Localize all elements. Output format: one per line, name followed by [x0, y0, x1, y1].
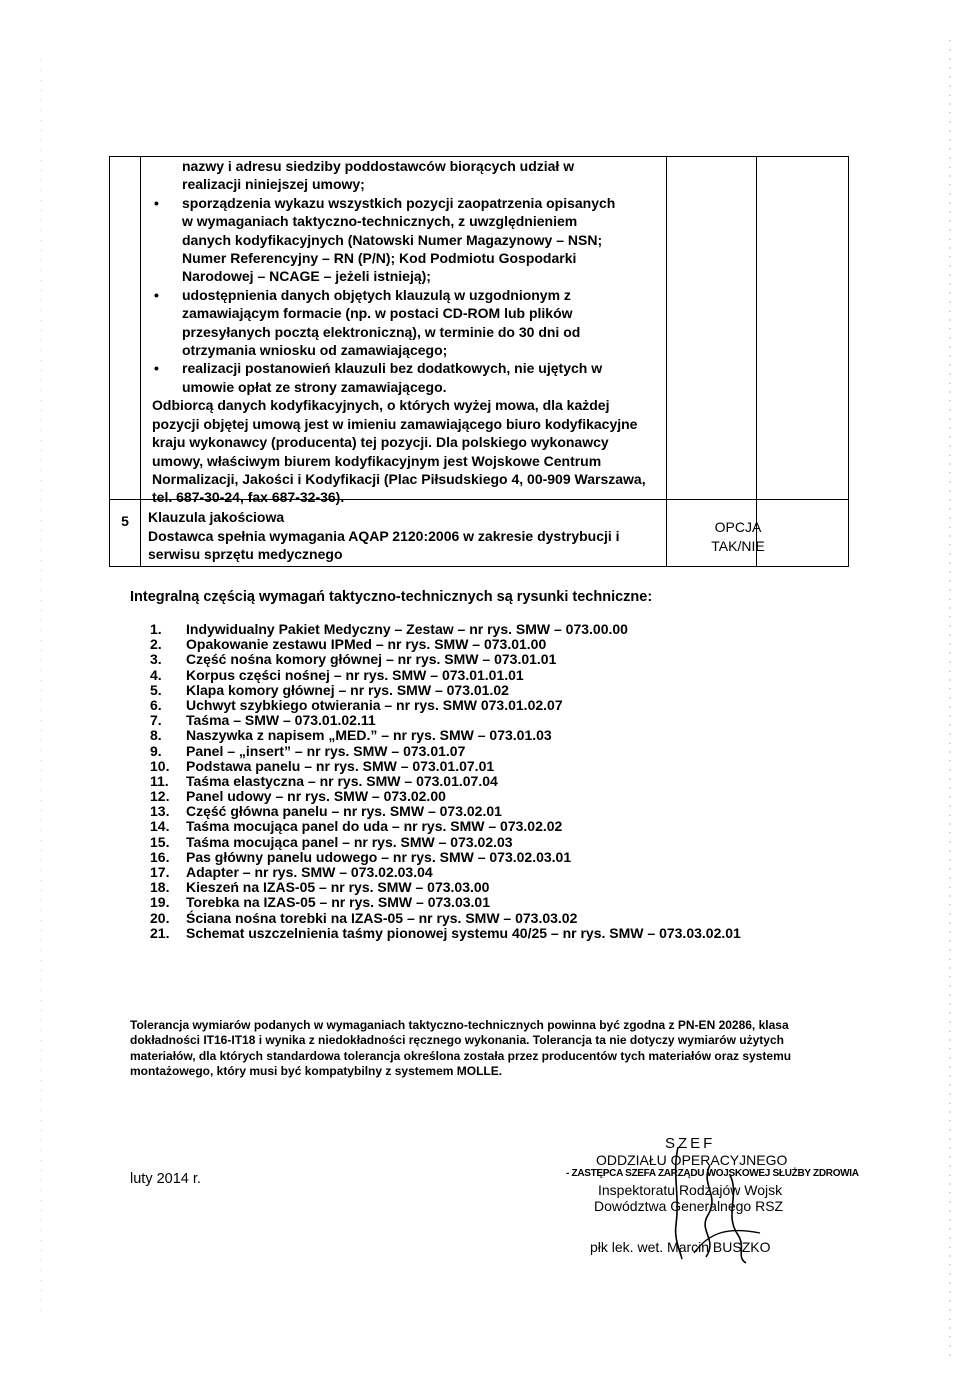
document-date: luty 2014 r.: [130, 1171, 201, 1187]
text-line: Numer Referencyjny – RN (P/N); Kod Podmiotu Gospodarki: [182, 250, 577, 267]
list-item-text: Adapter – nr rys. SMW – 073.02.03.04: [186, 864, 433, 880]
text-line: w wymaganiach taktyczno-technicznych, z uwzględnieniem: [182, 213, 578, 230]
list-item: [150, 713, 741, 728]
list-item-number: 11.: [150, 772, 169, 789]
text-line: otrzymania wniosku od zamawiającego;: [182, 342, 448, 359]
list-item: [150, 668, 741, 683]
list-item-number: 1.: [150, 621, 162, 637]
quality-clause-heading: Klauzula jakościowa: [148, 509, 285, 525]
list-item-number: 8.: [150, 727, 162, 744]
list-item-text: Indywidualny Pakiet Medyczny – Zestaw – nr rys. SMW – 073.00.00: [186, 621, 628, 637]
codification-clause-continuation: [152, 157, 652, 507]
official-stamp: [560, 1135, 859, 1265]
list-item-text: Pas główny panelu udowego – nr rys. SMW – 073.02.03.01: [186, 848, 572, 865]
list-item-number: 18.: [150, 879, 170, 896]
bullet-icon: •: [154, 194, 159, 211]
list-item: [150, 728, 741, 743]
stamp-line: - ZASTĘPCA SZEFA ZARZĄDU WOJSKOWEJ SŁUŻBY ZDROWIA: [566, 1168, 859, 1179]
list-item-number: 4.: [150, 666, 162, 683]
bullet-item: [152, 286, 652, 304]
list-item: [150, 789, 741, 804]
list-item-text: Część główna panelu – nr rys. SMW – 073.02.01: [186, 803, 502, 820]
list-item-number: 19.: [150, 894, 170, 911]
text-line: pozycji objętej umową jest w imieniu zamawiającego biuro kodyfikacyjne: [152, 415, 638, 432]
list-item: [150, 835, 741, 850]
text-line: zamawiającym formacie (np. w postaci CD-ROM lub plików: [182, 305, 573, 322]
list-item-number: 3.: [150, 651, 162, 668]
text-line: umowy, właściwym biurem kodyfikacyjnym jest Wojskowe Centrum: [152, 452, 602, 469]
stamp-line: Dowództwa Generalnego RSZ: [594, 1198, 784, 1214]
list-item-number: 15.: [150, 833, 170, 850]
text-line: kraju wykonawcy (producenta) tej pozycji. Dla polskiego wykonawcy: [152, 434, 609, 451]
stamp-signatory: płk lek. wet. Marcin BUSZKO: [590, 1239, 771, 1255]
text-line: Normalizacji, Jakości i Kodyfikacji (Plac Piłsudskiego 4, 00-909 Warszawa,: [152, 470, 646, 487]
list-item-number: 5.: [150, 681, 162, 698]
list-item-text: Taśma elastyczna – nr rys. SMW – 073.01.07.04: [186, 772, 498, 789]
list-item: [150, 926, 741, 941]
list-item: [150, 911, 741, 926]
tolerance-note: Tolerancja wymiarów podanych w wymaganiach taktyczno-technicznych powinna być zgodna z PN-EN 20286, klasa dokładności IT16-IT18 i wynika z niedokładności ręcznego wykonania. Tolerancja ta nie dotyczy wymiarów użytych materiałów, dla których standardowa tolerancja określona została przez producentów tych materiałów oraz systemu montażowego, który musi być kompatybilny z systemem MOLLE.: [130, 1018, 792, 1079]
drawings-intro: Integralną częścią wymagań taktyczno-technicznych są rysunki techniczne:: [130, 589, 653, 605]
text-line: umowie opłat ze strony zamawiającego.: [182, 378, 447, 395]
list-item-number: 6.: [150, 696, 162, 713]
list-item-number: 21.: [150, 924, 170, 941]
list-item-text: Taśma mocująca panel do uda – nr rys. SMW – 073.02.02: [186, 818, 563, 835]
text-line: danych kodyfikacyjnych (Natowski Numer Magazynowy – NSN;: [182, 231, 603, 248]
text-line: nazwy i adresu siedziby poddostawców biorących udział w: [182, 158, 575, 174]
list-item-number: 13.: [150, 803, 170, 820]
list-item-number: 2.: [150, 636, 162, 653]
list-item-text: Uchwyt szybkiego otwierania – nr rys. SMW 073.01.02.07: [186, 696, 563, 713]
table-col-divider: [140, 157, 141, 566]
text-line: udostępnienia danych objętych klauzulą w uzgodnionym z: [182, 286, 571, 303]
list-item: [150, 759, 741, 774]
list-item-text: Część nośna komory głównej – nr rys. SMW – 073.01.01: [186, 651, 557, 668]
text-line: Odbiorcą danych kodyfikacyjnych, o których wyżej mowa, dla każdej: [152, 397, 610, 414]
list-item: [150, 698, 741, 713]
list-item-text: Naszywka z napisem „MED.” – nr rys. SMW – 073.01.03: [186, 727, 552, 744]
scan-margin-artifact: [940, 0, 960, 1378]
table-col-divider: [756, 157, 757, 566]
table-col-divider: [666, 157, 667, 566]
list-item: [150, 819, 741, 834]
list-item-text: Torebka na IZAS-05 – nr rys. SMW – 073.03.01: [186, 894, 490, 911]
quality-clause-line: serwisu sprzętu medycznego: [148, 546, 343, 563]
bullet-icon: •: [154, 360, 159, 377]
list-item-text: Kieszeń na IZAS-05 – nr rys. SMW – 073.03.00: [186, 879, 490, 896]
list-item-text: Panel – „insert” – nr rys. SMW – 073.01.07: [186, 742, 466, 759]
text-line: realizacji niniejszej umowy;: [182, 176, 365, 193]
list-item-number: 20.: [150, 909, 170, 926]
list-item-number: 14.: [150, 818, 170, 835]
option-value: TAK/NIE: [711, 537, 765, 554]
handwritten-signature: [560, 1135, 830, 1265]
text-line: przesyłanych pocztą elektroniczną), w terminie do 30 dni od: [182, 323, 581, 340]
stamp-line: SZEF: [665, 1135, 716, 1152]
list-item: [150, 652, 741, 667]
drawing-list: [150, 622, 741, 941]
list-item: [150, 895, 741, 910]
list-item: [150, 804, 741, 819]
bullet-item: [152, 194, 652, 212]
scan-left-margin-artifact: [40, 60, 42, 1320]
requirements-table: [109, 156, 849, 567]
list-item: [150, 622, 741, 637]
list-item-number: 17.: [150, 864, 170, 880]
list-item: [150, 865, 741, 880]
text-line: sporządzenia wykazu wszystkich pozycji zaopatrzenia opisanych: [182, 194, 616, 211]
list-item-text: Klapa komory głównej – nr rys. SMW – 073.01.02: [186, 681, 509, 698]
list-item-text: Opakowanie zestawu IPMed – nr rys. SMW – 073.01.00: [186, 636, 547, 653]
list-item-text: Korpus części nośnej – nr rys. SMW – 073.01.01.01: [186, 666, 524, 683]
stamp-line: ODDZIAŁU OPERACYJNEGO: [596, 1152, 788, 1168]
list-item-text: Podstawa panelu – nr rys. SMW – 073.01.07.01: [186, 757, 495, 774]
list-item-text: Taśma – SMW – 073.01.02.11: [186, 712, 376, 729]
list-item: [150, 744, 741, 759]
list-item: [150, 683, 741, 698]
list-item: [150, 774, 741, 789]
option-label: OPCJA: [714, 519, 762, 535]
text-line: realizacji postanowień klauzuli bez dodatkowych, nie ujętych w: [182, 360, 603, 377]
list-item-text: Ściana nośna torebki na IZAS-05 – nr rys. SMW – 073.03.02: [186, 909, 578, 926]
list-item-number: 9.: [150, 742, 162, 759]
stamp-line: Inspektoratu Rodzajów Wojsk: [598, 1182, 783, 1198]
list-item: [150, 850, 741, 865]
list-item: [150, 637, 741, 652]
bullet-icon: •: [154, 286, 159, 303]
list-item: [150, 880, 741, 895]
quality-clause-cell: [148, 508, 668, 564]
option-cell: [666, 518, 810, 555]
bullet-item: [152, 359, 652, 377]
text-line: tel. 687-30-24, fax 687-32-36).: [152, 489, 345, 506]
text-line: Narodowej – NCAGE – jeżeli istnieją);: [182, 268, 431, 285]
list-item-number: 7.: [150, 712, 162, 729]
list-item-number: 16.: [150, 848, 170, 865]
list-item-text: Schemat uszczelnienia taśmy pionowej systemu 40/25 – nr rys. SMW – 073.03.02.01: [186, 924, 741, 941]
list-item-number: 12.: [150, 788, 170, 805]
row-number: 5: [121, 513, 129, 529]
quality-clause-line: Dostawca spełnia wymagania AQAP 2120:2006 w zakresie dystrybucji i: [148, 527, 620, 544]
list-item-number: 10.: [150, 757, 170, 774]
list-item-text: Taśma mocująca panel – nr rys. SMW – 073.02.03: [186, 833, 513, 850]
list-item-text: Panel udowy – nr rys. SMW – 073.02.00: [186, 788, 446, 805]
